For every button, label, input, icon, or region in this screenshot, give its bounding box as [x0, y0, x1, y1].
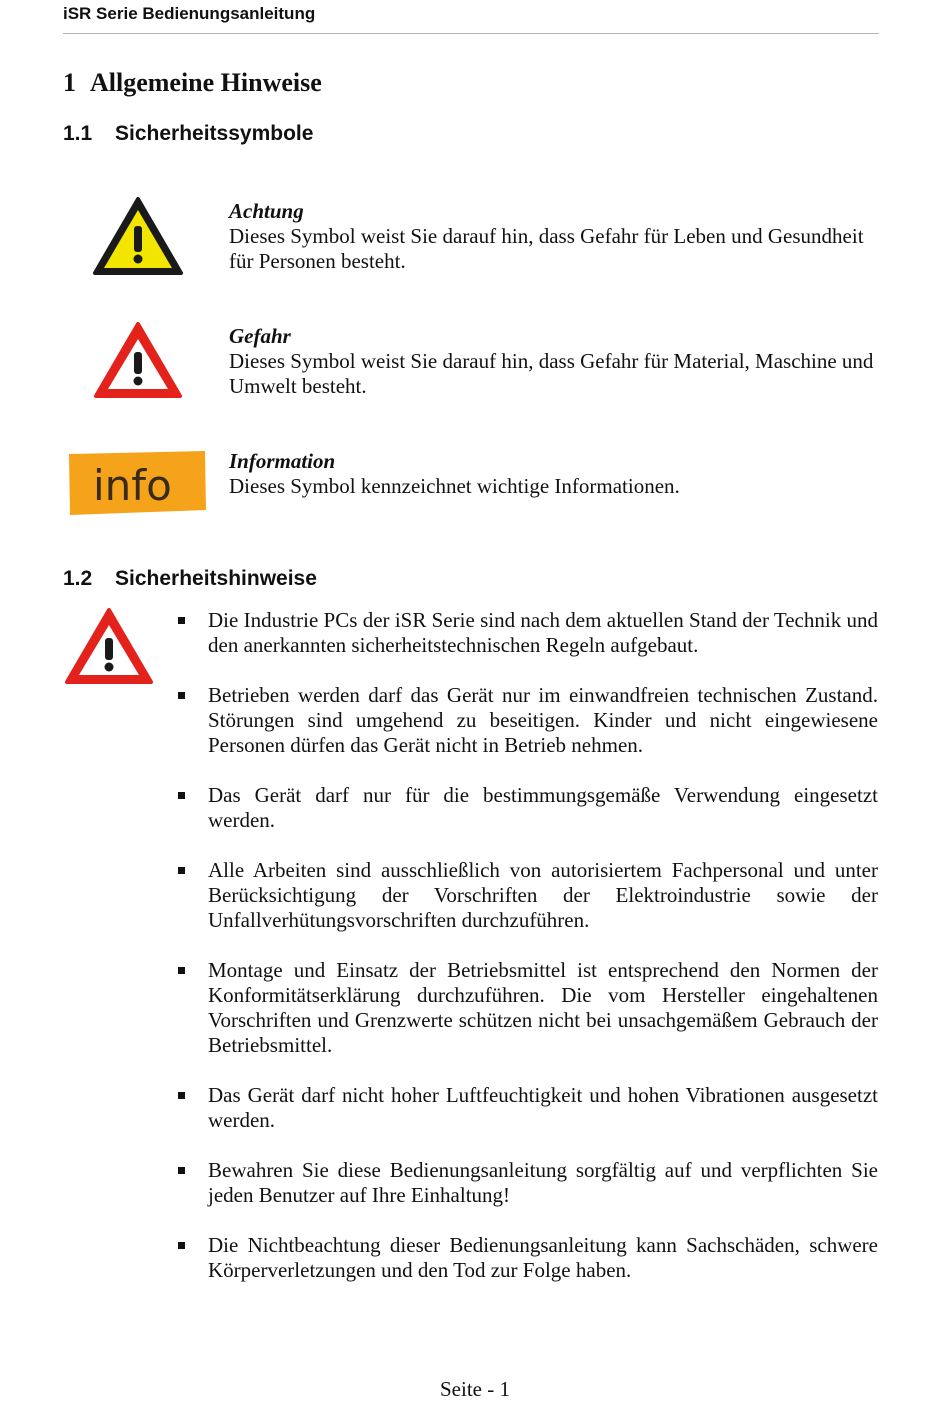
bullet-square-icon: [178, 692, 185, 699]
bullet-square-icon: [178, 1242, 185, 1249]
symbol-title: Information: [229, 449, 336, 473]
list-item: Betrieben werden darf das Gerät nur im einwandfreien technischen Zustand. Störungen sind umgehend zu beseitigen. Kinder und nicht eingewiesene Personen dürfen das Gerät nicht in Betrieb nehmen.: [176, 683, 878, 758]
bullet-square-icon: [178, 792, 185, 799]
list-item: Die Nichtbeachtung dieser Bedienungsanleitung kann Sachschäden, schwere Körperverletzungen und den Tod zur Folge haben.: [176, 1233, 878, 1283]
section-heading-symbols: [63, 122, 313, 146]
section-number: 1.1: [63, 122, 93, 145]
list-item: Montage und Einsatz der Betriebsmittel ist entsprechend den Normen der Konformitätserklärung durchzuführen. Die vom Hersteller eingehaltenen Vorschriften und Grenzwerte schützen nicht bei unsachgemäßem Gebrauch der Betriebsmittel.: [176, 958, 878, 1058]
bullet-square-icon: [178, 1092, 185, 1099]
bullet-square-icon: [178, 967, 185, 974]
yellow-warning-triangle-icon: [92, 196, 184, 276]
red-warning-triangle-icon: [93, 320, 183, 400]
list-item: Das Gerät darf nicht hoher Luftfeuchtigkeit und hohen Vibrationen ausgesetzt werden.: [176, 1083, 878, 1133]
section-title: Sicherheitshinweise: [115, 567, 317, 590]
list-item: Die Industrie PCs der iSR Serie sind nach dem aktuellen Stand der Technik und den anerkannten sicherheitstechnischen Regeln aufgebaut.: [176, 608, 878, 658]
chapter-heading: [63, 68, 322, 98]
list-item: Das Gerät darf nur für die bestimmungsgemäße Verwendung eingesetzt werden.: [176, 783, 878, 833]
info-label-icon: [67, 448, 207, 518]
chapter-title: Allgemeine Hinweise: [90, 68, 322, 97]
page-number: Seite - 1: [440, 1377, 510, 1401]
symbol-title: Achtung: [229, 199, 304, 223]
symbol-description-gefahr: [229, 324, 879, 399]
symbol-text: Dieses Symbol weist Sie darauf hin, dass Gefahr für Leben und Gesundheit für Personen besteht.: [229, 224, 864, 273]
symbol-description-achtung: [229, 199, 879, 274]
bullet-square-icon: [178, 1167, 185, 1174]
section-title: Sicherheitssymbole: [115, 122, 314, 145]
document-header: iSR Serie Bedienungsanleitung: [63, 4, 316, 23]
symbol-text: Dieses Symbol kennzeichnet wichtige Informationen.: [229, 474, 680, 498]
bullet-square-icon: [178, 617, 185, 624]
section-number: 1.2: [63, 567, 93, 590]
safety-notes-list: [176, 608, 878, 1308]
red-warning-triangle-icon: [64, 606, 154, 686]
list-item: Alle Arbeiten sind ausschließlich von autorisiertem Fachpersonal und unter Berücksichtigung der Vorschriften der Elektroindustrie sowie der Unfallverhütungsvorschriften durchzuführen.: [176, 858, 878, 933]
chapter-number: 1: [63, 68, 76, 97]
bullet-square-icon: [178, 867, 185, 874]
header-divider: [63, 33, 879, 34]
list-item: Bewahren Sie diese Bedienungsanleitung sorgfältig auf und verpflichten Sie jeden Benutzer auf Ihre Einhaltung!: [176, 1158, 878, 1208]
symbol-text: Dieses Symbol weist Sie darauf hin, dass Gefahr für Material, Maschine und Umwelt besteht.: [229, 349, 874, 398]
section-heading-safety: [63, 567, 317, 591]
symbol-description-information: [229, 449, 879, 499]
symbol-title: Gefahr: [229, 324, 291, 348]
info-label-text: info: [93, 461, 172, 510]
